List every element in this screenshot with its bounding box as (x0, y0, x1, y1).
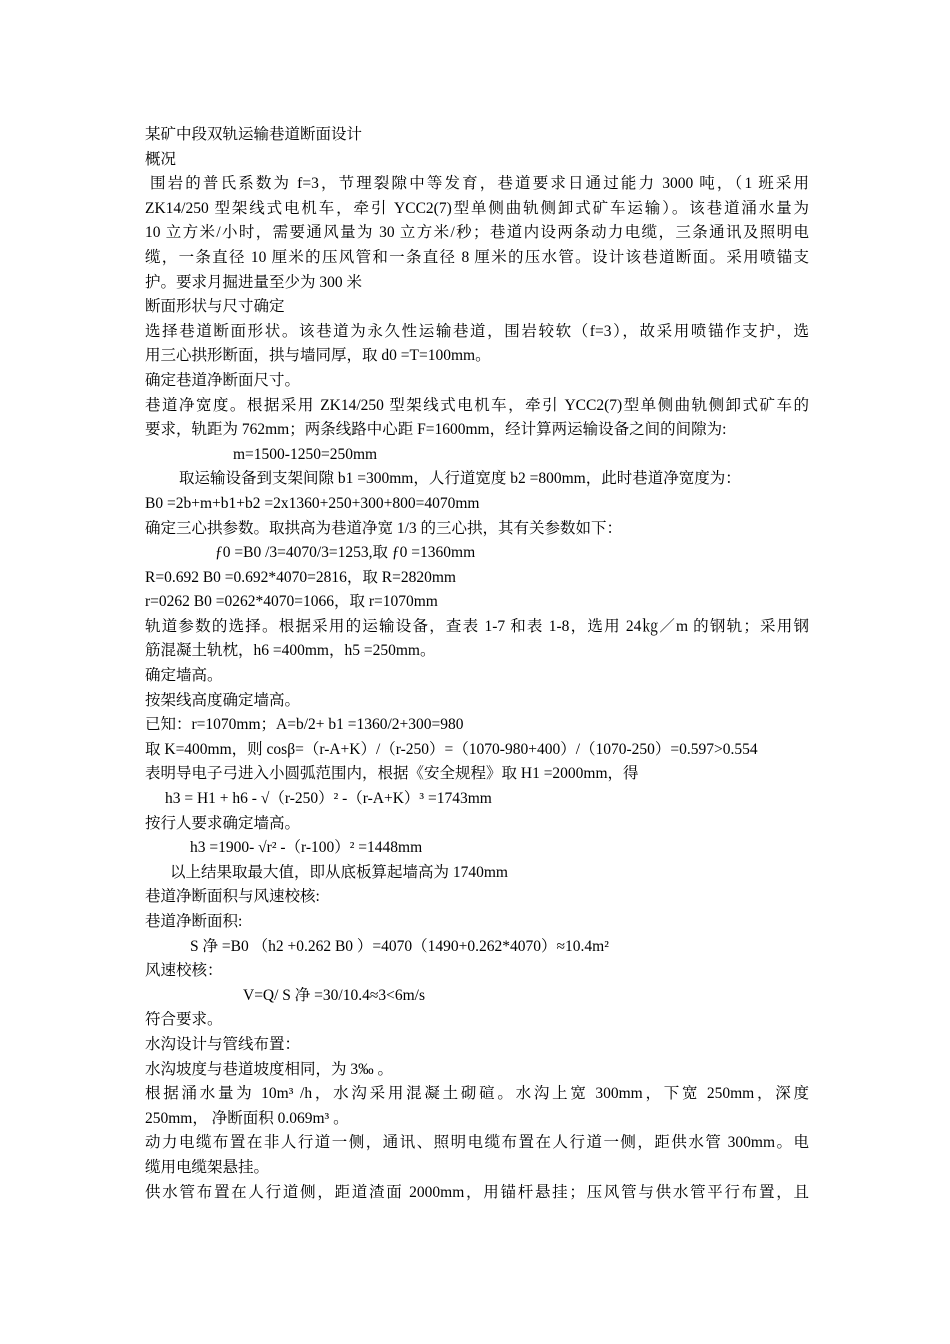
paragraph-line: 轨道参数的选择。根据采用的运输设备，查表 1-7 和表 1-8，选用 24㎏／m 的钢轨；采用钢 (145, 617, 809, 635)
paragraph-line: 10 立方米/小时，需要通风量为 30 立方米/秒；巷道内设两条动力电缆，三条通讯及照明电 (145, 224, 809, 242)
paragraph-line: 根据涌水量为 10m³ /h，水沟采用混凝土砌碹。水沟上宽 300mm，下宽 250mm，深度 (145, 1085, 809, 1103)
paragraph-line: 动力电缆布置在非人行道一侧，通讯、照明电缆布置在人行道一侧，距供水管 300mm。电 (145, 1134, 809, 1152)
section-heading-ditch: 水沟设计与管线布置： (145, 1035, 301, 1053)
paragraph-line: 筋混凝土轨枕，h6 =400mm，h5 =250mm。 (145, 642, 436, 660)
paragraph-line: 供水管布置在人行道侧，距道渣面 2000mm，用锚杆悬挂；压风管与供水管平行布置，且 (145, 1183, 809, 1201)
paragraph-line: 缆，一条直径 10 厘米的压风管和一条直径 8 厘米的压水管。设计该巷道断面。采用喷锚支 (145, 248, 809, 266)
formula-line: h3 =1900- √r² -（r-100）² =1448mm (190, 839, 423, 857)
document-title: 某矿中段双轨运输巷道断面设计 (145, 126, 363, 143)
formula-line: R=0.692 B0 =0.692*4070=2816，取 R=2820mm (145, 568, 456, 586)
paragraph-line: 要求，轨距为 762mm；两条线路中心距 F=1600mm，经计算两运输设备之间的间隙为: (145, 421, 727, 439)
paragraph-line: 风速校核： (145, 962, 223, 980)
formula-line: V=Q/ S 净 =30/10.4≈3<6m/s (243, 986, 425, 1004)
formula-line: 已知：r=1070mm；A=b/2+ b1 =1360/2+300=980 (145, 716, 464, 734)
paragraph-line: 确定三心拱参数。取拱高为巷道净宽 1/3 的三心拱，其有关参数如下： (145, 519, 623, 537)
paragraph-line: 符合要求。 (145, 1011, 223, 1029)
formula-line: 取 K=400mm，则 cosβ=（r-A+K）/（r-250）=（1070-980+400）/（1070-250）=0.597>0.554 (145, 740, 758, 758)
paragraph-line: 护。要求月掘进量至少为 300 米 (145, 273, 363, 291)
paragraph-line: 表明导电子弓进入小圆弧范围内，根据《安全规程》取 H1 =2000mm，得 (145, 765, 639, 783)
paragraph-line: 取运输设备到支架间隙 b1 =300mm，人行道宽度 b2 =800mm，此时巷道净宽度为： (179, 470, 741, 488)
section-heading-shape: 断面形状与尺寸确定 (145, 298, 285, 316)
paragraph-line: 缆用电缆架悬挂。 (145, 1158, 270, 1176)
formula-line: B0 =2b+m+b1+b2 =2x1360+250+300+800=4070mm (145, 494, 480, 512)
paragraph-line: 250mm， 净断面积 0.069m³ 。 (145, 1109, 349, 1127)
section-heading-overview: 概况 (145, 150, 177, 168)
paragraph-line: 选择巷道断面形状。该巷道为永久性运输巷道，围岩较软（f=3），故采用喷锚作支护，选 (145, 322, 809, 340)
paragraph-line: ZK14/250 型架线式电机车，牵引 YCC2(7)型单侧曲轨侧卸式矿车运输）。该巷道涌水量为 (145, 199, 809, 217)
formula-line: ƒ0 =B0 /3=4070/3=1253,取 ƒ0 =1360mm (215, 544, 476, 562)
paragraph-line: 巷道净宽度。根据采用 ZK14/250 型架线式电机车，牵引 YCC2(7)型单侧曲轨侧卸式矿车的 (145, 396, 809, 414)
formula-line: m=1500-1250=250mm (233, 445, 378, 463)
formula-line: r=0262 B0 =0262*4070=1066，取 r=1070mm (145, 593, 438, 611)
formula-line: h3 = H1 + h6 - √（r-250）² -（r-A+K）³ =1743mm (165, 790, 492, 808)
paragraph-line: 用三心拱形断面，拱与墙同厚，取 d0 =T=100mm。 (145, 347, 491, 365)
formula-line: S 净 =B0 （h2 +0.262 B0 ）=4070（1490+0.262*4070）≈10.4m² (190, 937, 609, 955)
paragraph-line: 确定巷道净断面尺寸。 (145, 371, 301, 389)
document-body (145, 123, 809, 1205)
paragraph-line: 围岩的普氏系数为 f=3，节理裂隙中等发育，巷道要求日通过能力 3000 吨，（1 班采用 (150, 175, 809, 193)
paragraph-line: 按行人要求确定墙高。 (145, 814, 301, 832)
paragraph-line: 巷道净断面积: (145, 913, 243, 930)
paragraph-line: 确定墙高。 (145, 667, 223, 685)
paragraph-line: 以上结果取最大值，即从底板算起墙高为 1740mm (170, 863, 508, 881)
paragraph-line: 水沟坡度与巷道坡度相同，为 3‰ 。 (145, 1060, 394, 1078)
paragraph-line: 按架线高度确定墙高。 (145, 691, 301, 709)
section-heading-area: 巷道净断面积与风速校核: (145, 888, 320, 906)
